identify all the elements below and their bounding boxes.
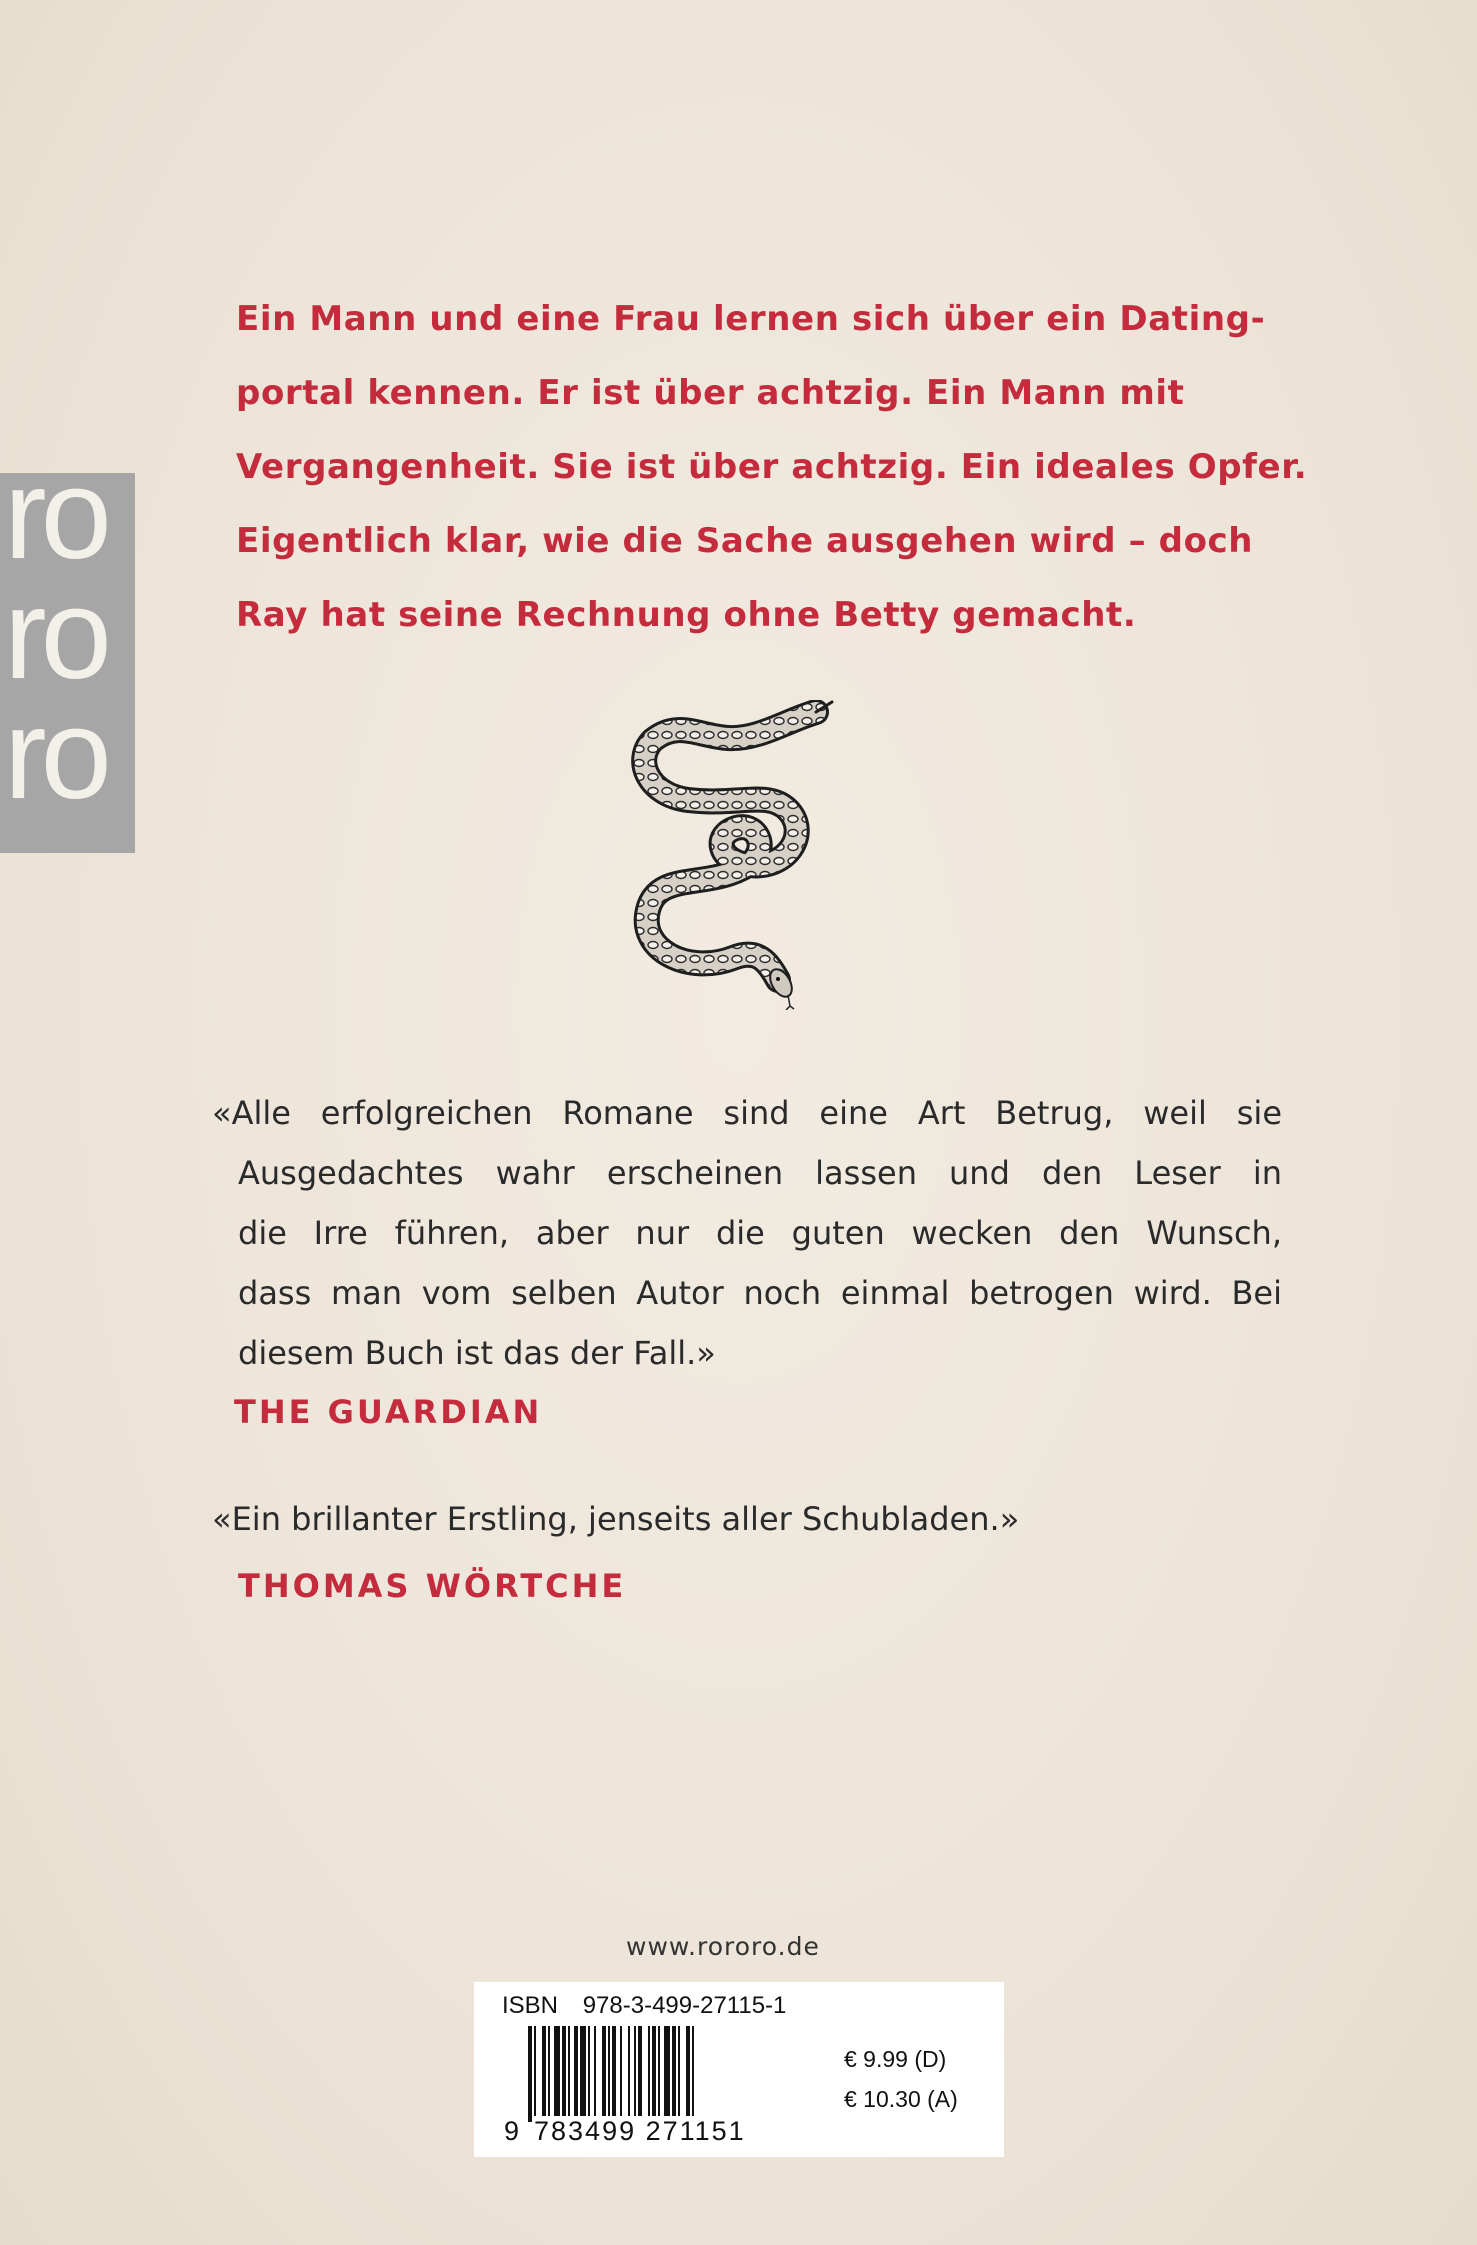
- price-germany: € 9.99 (D): [844, 2046, 947, 2072]
- barcode-label: [474, 1982, 1004, 2157]
- logo-ro-1: ro: [4, 473, 106, 586]
- isbn-label: ISBN: [502, 1992, 559, 2019]
- quote-line: diesem Buch ist das der Fall.»: [238, 1334, 716, 1372]
- review-quote-woertche: «Ein brillanter Erstling, jenseits aller Schubladen.»: [212, 1500, 1020, 1538]
- quote-line: die Irre führen, aber nur die guten wecken den Wunsch,: [238, 1214, 1282, 1252]
- barcode-digits: 783499 271151: [534, 2116, 746, 2146]
- blurb-line: Ray hat seine Rechnung ohne Betty gemacht.: [236, 595, 1137, 635]
- logo-ro-2: ro: [4, 563, 106, 706]
- quote-line: «Alle erfolgreichen Romane sind eine Art Betrug, weil sie: [212, 1094, 1282, 1132]
- review-source-woertche: THOMAS WÖRTCHE: [238, 1567, 627, 1605]
- blurb-line: Ein Mann und eine Frau lernen sich über ein Dating-: [236, 299, 1266, 339]
- blurb-line: portal kennen. Er ist über achtzig. Ein Mann mit: [236, 373, 1185, 413]
- review-source-guardian: THE GUARDIAN: [234, 1393, 543, 1431]
- blurb-line: Vergangenheit. Sie ist über achtzig. Ein ideales Opfer.: [236, 447, 1308, 487]
- publisher-website: www.rororo.de: [626, 1932, 820, 1961]
- price-austria: € 10.30 (A): [844, 2086, 958, 2112]
- barcode-first-digit: 9: [504, 2116, 520, 2146]
- isbn-number: 978-3-499-27115-1: [582, 1992, 787, 2019]
- barcode-icon: [526, 2026, 818, 2122]
- blurb-text: [236, 282, 1326, 652]
- rororo-logo: [0, 473, 135, 853]
- review-quote-guardian: [212, 1083, 1282, 1383]
- isbn-line: [502, 1992, 786, 2020]
- quote-line: Ausgedachtes wahr erscheinen lassen und den Leser in: [238, 1154, 1282, 1192]
- blurb-line: Eigentlich klar, wie die Sache ausgehen wird – doch: [236, 521, 1254, 561]
- logo-ro-3: ro: [4, 683, 106, 826]
- snake-icon: [618, 700, 858, 1010]
- quote-line: dass man vom selben Autor noch einmal betrogen wird. Bei: [238, 1274, 1282, 1312]
